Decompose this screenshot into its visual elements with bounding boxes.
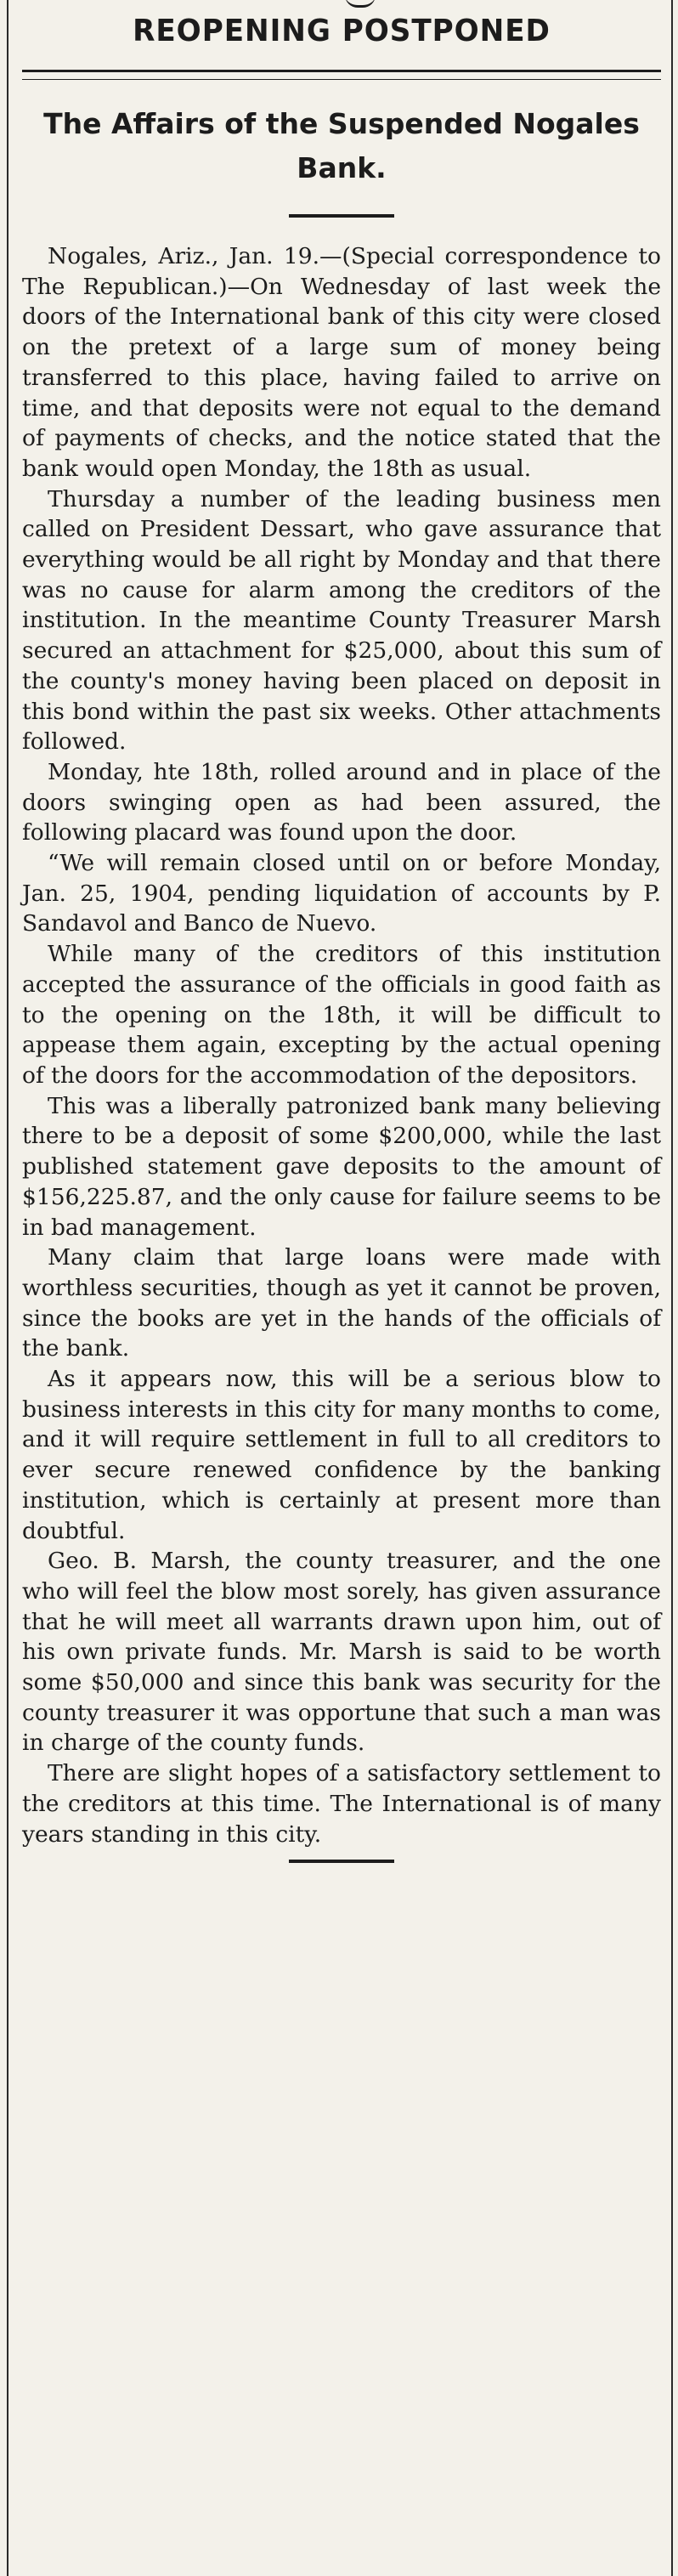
paragraph: “We will remain closed until on or before Monday, Jan. 25, 1904, pending liquidation of accounts by P. Sandavol and Banco de Nuevo. [22,850,661,937]
headline: REOPENING POSTPONED [133,14,551,48]
subhead-rule [289,214,394,218]
subheadline: The Affairs of the Suspended Nogales Bank. [43,107,640,184]
paragraph: Geo. B. Marsh, the county treasurer, and the one who will feel the blow most sorely, has given assurance that he will meet all warrants drawn upon him, out of his own private funds. Mr. Marsh is said to be worth some $50,000 and since this bank was security for the county treasurer it was opportune that such a man was in charge of the county funds. [22,1548,661,1757]
headline-rule [22,70,661,80]
newspaper-article [22,0,661,1863]
paragraph: As it appears now, this will be a serious blow to business interests in this city for many months to come, and it will require settlement in full to all creditors to ever secure renewed confidence by the banking institution, which is certainly at present more than doubtful. [22,1366,661,1544]
paragraph: Thursday a number of the leading business men called on President Dessart, who gave assurance that everything would be all right by Monday and that there was no cause for alarm among the creditors of the institution. In the meantime County Treasurer Marsh secured an attachment for $25,000, about this sum of the county's money having been placed on deposit in this bond within the past six weeks. Other attachments followed. [22,485,661,756]
paragraph: There are slight hopes of a satisfactory settlement to the creditors at this time. The International is of many years standing in this city. [22,1760,661,1848]
column-rule-right [671,0,673,2576]
article-body [22,241,661,1849]
paragraph: Monday, hte 18th, rolled around and in place of the doors swinging open as had been assured, the following placard was found upon the door. [22,758,661,846]
paragraph: This was a liberally patronized bank many believing there to be a deposit of some $200,000, while the last published statement gave deposits to the amount of $156,225.87, and the only cause for failure seems to be in bad management. [22,1092,661,1241]
paragraph: While many of the creditors of this institution accepted the assurance of the officials in good faith as to the opening on the 18th, it will be difficult to appease them again, excepting by the actual opening of the doors for the accommodation of the depositors. [22,941,661,1089]
paragraph: Many claim that large loans were made with worthless securities, though as yet it cannot be proven, since the books are yet in the hands of the officials of the bank. [22,1244,661,1362]
end-rule [289,1860,394,1863]
top-ornament [345,0,376,8]
column-rule-left [7,0,8,2576]
paragraph: Nogales, Ariz., Jan. 19.—(Special correspondence to The Republican.)—On Wednesday of last week the doors of the International bank of this city were closed on the pretext of a large sum of money being transferred to this place, having failed to arrive on time, and that deposits were not equal to the demand of payments of checks, and the notice stated that the bank would open Monday, the 18th as usual. [22,243,661,482]
